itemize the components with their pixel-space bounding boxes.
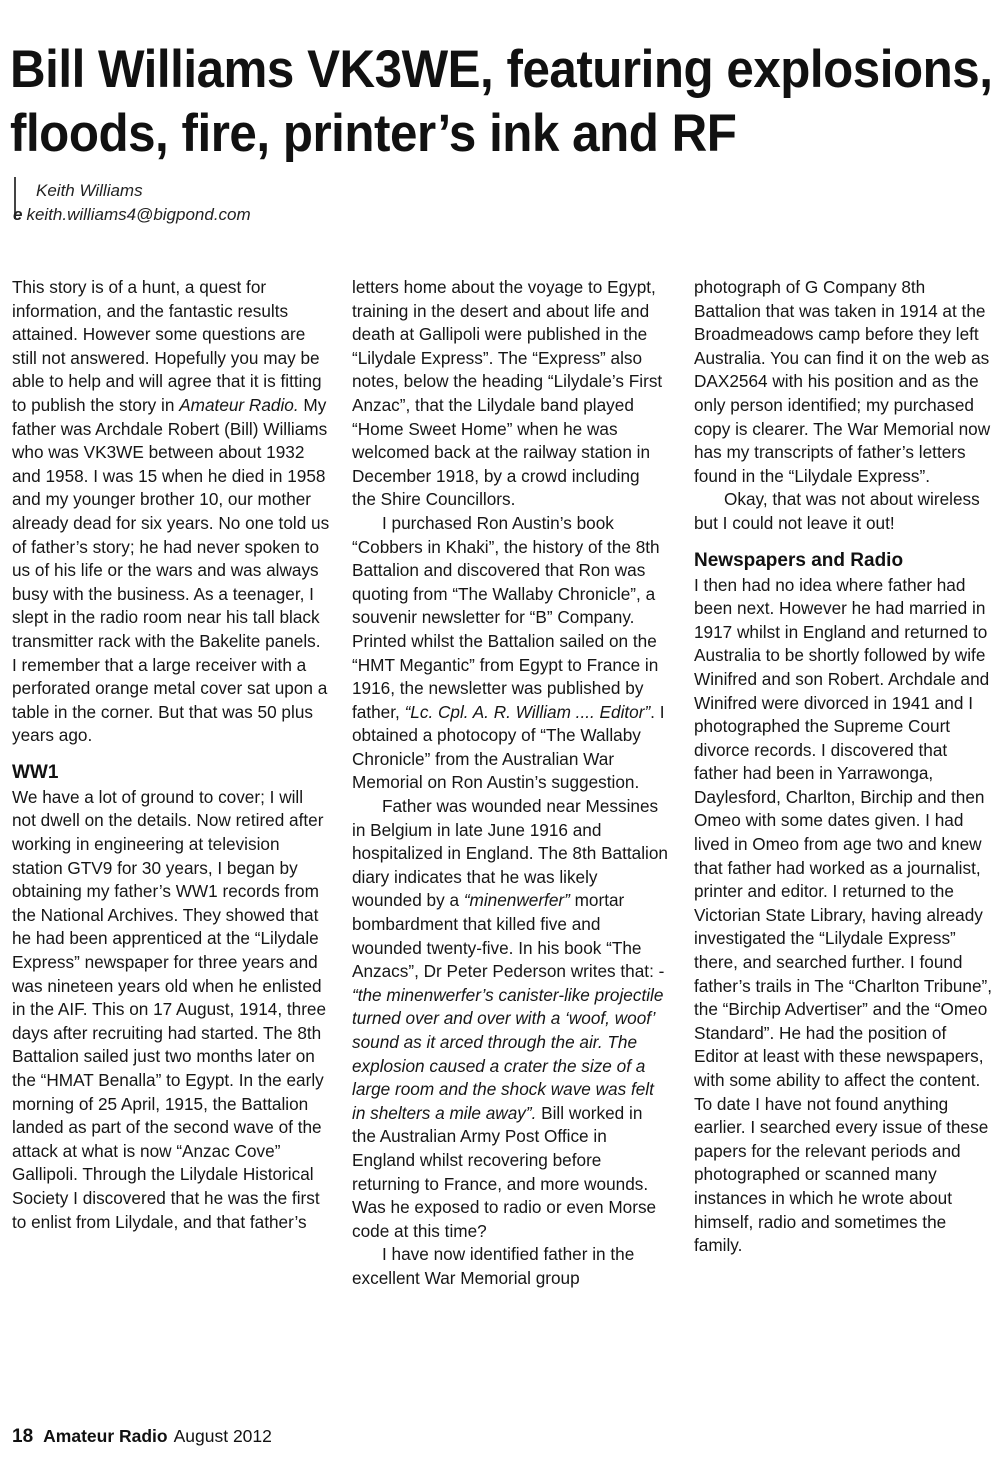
paragraph-group-photo: I have now identified father in the excellent War Memorial group [352,1244,635,1288]
minenwerfer-term: “minenwerfer” [463,890,570,911]
title-line-2: floods, fire, printer’s ink and RF [10,104,737,163]
author-name: Keith Williams [36,181,143,200]
paragraph-wallaby-chronicle: I purchased Ron Austin’s book “Cobbers in Khaki”, the history of the 8th Battalion and discovered that Ron was quoting from “The Wallaby Chronicle”, a souvenir newsletter for “B” Company. Printed whilst the Battalion sailed on the “HMT Megantic” from Egypt to France in 1916, the newsletter was published by father, “Lc. Cpl. A. R. William .... Editor”. I obtained a photocopy of “The Wallaby Chronicle” from the Australian War Memorial on Ron Austin’s suggestion. [352,512,665,793]
title-line-1: Bill Williams VK3WE, featuring explosions, [10,40,993,99]
paragraph-aside: Okay, that was not about wireless but I could not leave it out! [694,489,980,533]
issue-date: August 2012 [173,1426,272,1446]
paragraph-wounded: Father was wounded near Messines in Belgium in late June 1916 and hospitalized in England. The 8th Battalion diary indicates that he was likely wounded by a “minenwerfer” mortar bombardment that killed five and wounded twenty-five. In his book “The Anzacs”, Dr Peter Pederson writes that: - “the minenwerfer’s canister-like projectile turned over and over with a ‘woof, woof’ sound as it arced through the air. The explosion caused a crater the size of a large room and the shock wave was felt in shelters a mile away”. Bill worked in the Australian Army Post Office in England whilst recovering before returning to France, and more wounds. Was he exposed to radio or even Morse code at this time? [352,796,668,1241]
paragraph-newspapers: I then had no idea where father had been next. However he had married in 1917 whilst in England and returned to Australia to be shortly followed by wife Winifred and son Robert. Archdale and Winifred were divorced in 1941 and I photographed the Supreme Court divorce records. I discovered that father had been in Yarrawonga, Daylesford, Charlton, Birchip and then Omeo with some dates given. I had lived in Omeo from age two and knew that father had worked as a journalist, printer and editor. I returned to the Victorian State Library, having already investigated the “Lilydale Express” there, and searched further. I found father’s trails in The “Charlton Tribune”, the “Birchip Advertiser” and the “Omeo Standard”. He had the position of Editor at least with these newspapers, with some ability to affect the content. To date I have not found anything earlier. I searched every issue of these papers for the relevant periods and photographed or scanned many instances in which he wrote about himself, radio and sometimes the family. [694,574,993,1256]
column-3 [694,276,994,1258]
section-heading-ww1: WW1 [12,761,59,783]
page-footer [12,1426,272,1448]
author-email-line [13,205,251,225]
magazine-reference: Amateur Radio. [179,394,299,415]
paragraph-ww1: We have a lot of ground to cover; I will not dwell on the details. Now retired after working in engineering at television station GTV9 for 30 years, I began by obtaining my father’s WW1 records from the National Archives. They showed that he had been apprenticed at the “Lilydale Express” newspaper for three years and was nineteen years old when he enlisted in the AIF. This on 17 August, 1914, three days after recruiting had started. The 8th Battalion sailed just two months later on the “HMAT Benalla” to Egypt. In the early morning of 25 April, 1915, the Battalion landed as part of the second wave of the attack at what is now “Anzac Cove” Gallipoli. Through the Lilydale Historical Society I discovered that he was the first to enlist from Lilydale, and that father’s [12,786,327,1232]
author-email: keith.williams4@bigpond.com [26,205,251,224]
paragraph-photograph: photograph of G Company 8th Battalion that was taken in 1914 at the Broadmeadows camp before they left Australia. You can find it on the web as DAX2564 with his position and as the only person identified; my purchased copy is clearer. The War Memorial now has my transcripts of father’s letters found in the “Lilydale Express”. [694,277,991,486]
paragraph-letters: letters home about the voyage to Egypt, training in the desert and about life and death at Gallipoli were published in the “Lilydale Express”. The “Express” also notes, below the heading “Lilydale’s First Anzac”, that the Lilydale band played “Home Sweet Home” when he was welcomed back at the railway station in December 1918, by a crowd including the Shire Councillors. [352,277,663,510]
magazine-name: Amateur Radio [43,1426,168,1446]
column-1 [12,276,330,1234]
paragraph-intro: This story is of a hunt, a quest for information, and the fantastic results attained. However some questions are still not answered. Hopefully you may be able to help and will agree that it is fitting to publish the story in Amateur Radio. My father was Archdale Robert (Bill) Williams who was VK3WE between about 1932 and 1958. I was 15 when he died in 1958 and my younger brother 10, our mother already dead for six years. No one told us of father’s story; he had never spoken to us of his life or the wars and was always busy with the business. As a teenager, I slept in the radio room near his tall black transmitter rack with the Bakelite panels. I remember that a large receiver with a perforated orange metal cover sat upon a table in the corner. But that was 50 plus years ago. [12,277,330,746]
pederson-quote: “the minenwerfer’s canister-like projectile turned over and over with a ‘woof, woof’ sound as it arced through the air. The explosion caused a crater the size of a large room and the shock wave was felt in shelters a mile away”. [352,984,664,1123]
article-title [10,38,993,166]
page-number: 18 [12,1426,34,1447]
email-label: e [13,205,23,224]
editor-quote: “Lc. Cpl. A. R. William .... Editor” [404,701,651,722]
column-2 [352,276,668,1291]
section-heading-newspapers: Newspapers and Radio [694,549,904,571]
